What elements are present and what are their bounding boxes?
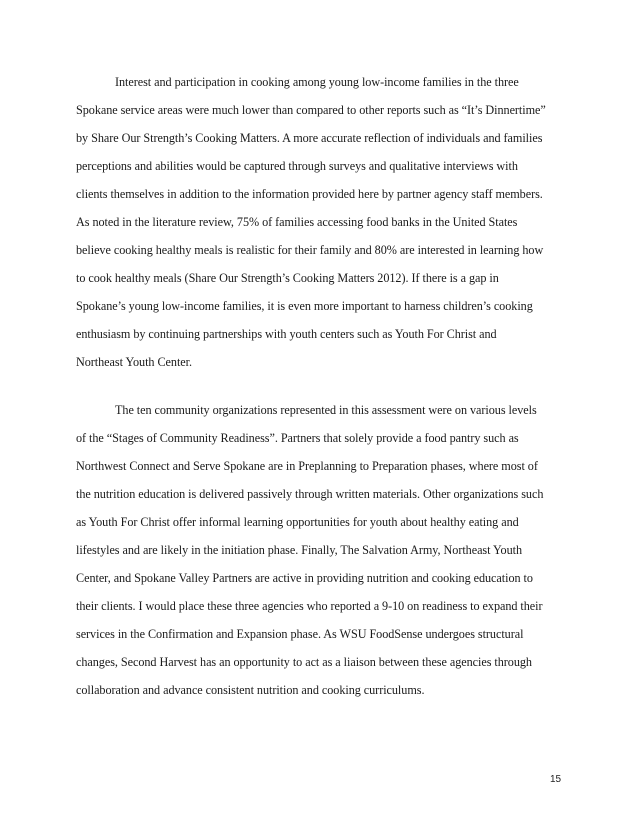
text-line: their clients. I would place these three agencies who reported a 9-10 on readiness to expand their xyxy=(76,599,543,613)
text-line: Interest and participation in cooking among young low-income families in the three xyxy=(115,75,519,89)
text-line: lifestyles and are likely in the initiation phase. Finally, The Salvation Army, Northeast Youth xyxy=(76,543,523,557)
text-line: services in the Confirmation and Expansion phase. As WSU FoodSense undergoes structural xyxy=(76,627,524,641)
page-number: 15 xyxy=(550,774,562,785)
text-line: Northeast Youth Center. xyxy=(76,355,192,369)
text-line: of the “Stages of Community Readiness”. Partners that solely provide a food pantry such as xyxy=(76,431,519,445)
text-line: Spokane’s young low-income families, it is even more important to harness children’s cooking xyxy=(76,299,533,313)
text-line: Northwest Connect and Serve Spokane are in Preplanning to Preparation phases, where most of xyxy=(76,459,538,473)
text-line: changes, Second Harvest has an opportunity to act as a liaison between these agencies through xyxy=(76,655,532,669)
text-line: believe cooking healthy meals is realistic for their family and 80% are interested in learning how xyxy=(76,243,544,257)
text-line: by Share Our Strength’s Cooking Matters. A more accurate reflection of individuals and families xyxy=(76,131,543,145)
text-line: the nutrition education is delivered passively through written materials. Other organizations such xyxy=(76,487,544,501)
text-line: Spokane service areas were much lower than compared to other reports such as “It’s Dinnertime” xyxy=(76,103,546,117)
text-line: The ten community organizations represented in this assessment were on various levels xyxy=(115,403,537,417)
text-line: Center, and Spokane Valley Partners are active in providing nutrition and cooking education to xyxy=(76,571,533,585)
text-line: collaboration and advance consistent nutrition and cooking curriculums. xyxy=(76,683,425,697)
text-line: As noted in the literature review, 75% of families accessing food banks in the United States xyxy=(76,215,518,229)
text-line: perceptions and abilities would be captured through surveys and qualitative interviews with xyxy=(76,159,518,173)
text-line: clients themselves in addition to the information provided here by partner agency staff members. xyxy=(76,187,543,201)
text-line: as Youth For Christ offer informal learning opportunities for youth about healthy eating and xyxy=(76,515,519,529)
text-line: to cook healthy meals (Share Our Strength’s Cooking Matters 2012). If there is a gap in xyxy=(76,271,499,285)
text-line: enthusiasm by continuing partnerships with youth centers such as Youth For Christ and xyxy=(76,327,497,341)
